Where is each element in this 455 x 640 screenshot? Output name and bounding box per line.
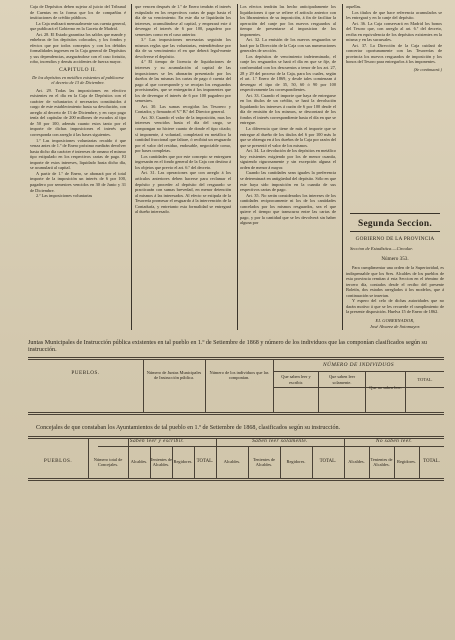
paragraph: Para cumplimentar una orden de la Superioridad, es indispensable que los Sres. Alcaldes de los pueblos de esta provincia remitan á esta Seccion en el término de tercero día, contados desde el recibo del presente Boletín, dos estados arreglados á los modelos, que á continuación se insertan. <box>346 265 444 298</box>
paragraph: La Caja realizará mensualmente sus cuenta general, que publicará el Gobierno en la Gaceta de Madrid. <box>30 20 126 32</box>
paragraph: Caja de Depósitos deben sujetar al juicio del Tribunal de Cuentas en la forma que los de compañías é instituciones de crédito públicos. <box>30 4 126 21</box>
header-numero-concejales: Número total de Concejales. <box>93 456 123 467</box>
paragraph: que vencen después de 1.º de Enero tendrán el interés estipulado en los respectivos cartas de pago hasta el día de su vencimiento. En este día se liquidarán los intereses, acumulándose al capital, y empezará este á devengar el interés de 6 por 100, pagadero por semestres como en el caso anterior. <box>135 4 231 37</box>
paragraph: Art. 33. Cuando el importe que haya de entregarse en los títulos de un crédito, se hará la devolución liquidando los intereses á razón de 6 por 100 desde el día de emisión de los mismos, se descontará de los fondos el interés correspondiente hasta el día en que se entregue. <box>240 92 336 126</box>
table-border <box>28 480 444 481</box>
table-border <box>28 436 444 437</box>
header-individuos: Número de los individuos que las componían. <box>209 369 269 380</box>
group-leer-solamente: Saben leer solamente. <box>252 438 308 444</box>
table-border <box>143 359 144 412</box>
header-tenientes: Tenientes de Alcaldes. <box>370 456 393 467</box>
header-pueblos: PUEBLOS. <box>71 370 100 377</box>
circular-number: Número 353. <box>381 256 409 262</box>
header-alcaldes: Alcaldes. <box>348 459 365 465</box>
group-leer-escribir: Saben leer y escribir. <box>129 438 185 444</box>
header-juntas: Número de Juntas Municipales de Instrucción pública. <box>146 369 202 380</box>
table-border <box>28 478 444 479</box>
header-regidores: Regidores. <box>173 459 193 465</box>
paragraph: Art. 37. La Dirección de la Caja cuidará de concertar oportunamente con las Tesorerías de provincia los nuevos resguardos de imposición y los bonos del Tesoro para entregarlos á los imponentes. <box>346 42 442 65</box>
paragraph: Y espero del celo de dichas autoridades que no darán motivo á que se les recuerde el cumplimiento de la presente disposición. Huelva 15 de Enero de 1862. <box>346 298 444 315</box>
signature-name: José Alvarez de Sotomayor. <box>369 324 421 329</box>
header-alcaldes: Alcaldes. <box>130 459 148 465</box>
section-subtitle: Seccion de Estadística.—Circular. <box>350 246 413 251</box>
column-rule <box>131 4 132 330</box>
column-4 <box>346 4 442 218</box>
column-1 <box>30 4 126 332</box>
table-border <box>28 414 444 415</box>
header-total: TOTAL. <box>319 459 337 465</box>
paragraph: 1.ª Las imposiciones voluntarias recaído ó que venza antes de 1.º de Enero próximo medirán devolver hasta dicho día carácter é intereses de ornano el mismo tipo estipulado en los respectivos cartas de pago. El importe de estos intereses, liquidado hasta dicho día, se acumulará al capital. <box>30 137 126 171</box>
header-regidores: Regidores. <box>286 459 306 465</box>
table2-caption: Concejales de que constaban los Ayuntamientos de tal pueblo en 1.º de Setiembre de 1868, clasificados según su instrucción. <box>36 425 341 431</box>
paragraph: Art. 32. La emisión de los nuevos resguardos se hará por la Dirección de la Caja con sus numeraciones generales de sección. <box>240 37 336 54</box>
header-alcaldes: Alcaldes. <box>223 459 241 465</box>
column-3 <box>240 4 336 332</box>
column-rule <box>237 4 238 330</box>
group-no-leer: No saben leer. <box>375 438 413 444</box>
paragraph: A partir de 1.º de Enero, se abonará por el total importe de la imposición un interés de 6 por 100, pagadero por semestres vencidos en 30 de Junio y 31 de Diciembre. <box>30 170 126 193</box>
paragraph: La diferencia que tiene de más el importe que se entregue al dueño de los títulos del 6 por 100 más lo que se obtenga en á los dueños de la Caja por razón del que se presentó el valor de los mismos. <box>240 126 336 148</box>
table-border <box>205 359 206 412</box>
table1-caption: Juntas Municipales de Instrucción pública existentes en tal pueblo en 1.º de Setiembre de 1868 y número de los individuos que las componían clasificados según su instrucción. <box>28 340 427 354</box>
table-border <box>28 357 444 358</box>
section-divider <box>350 213 440 214</box>
column-2 <box>135 4 231 332</box>
paragraph: Los depósitos de vencimiento indeterminado, el canje los resguardos se hará el día en que se fije, de conformidad con los descuentos a tenor de los art. 27, 28 y 29 del proceso de la Caja, para los cuales, según el art. 1.º Enero de 1869, y desde tales comienzan á devengar el tipo de 35, 50, 60 ó 90 por 100 respectivamente las correspondientes. <box>240 53 336 93</box>
paragraph: aquellas. <box>346 4 362 9</box>
paragraph: 3.ª Las imposiciones necesarias seguirán los mismos reglas que las voluntarias, entendiéndose por día de su vencimiento el en que deberá legal-mente devolverse el depósito. <box>135 37 231 59</box>
header-total: TOTAL. <box>423 459 440 465</box>
header-leer-escribir: Que saben leer y escribir. <box>281 374 311 385</box>
paragraph: Art. 30. Cuando el valor de la imposición, mas los intereses vencidos hasta el día del cargo, se compongan no hiciere cuanto de donde el tipo citado; sí imponente, á voluntad, completará en metálico la cantidad fraccional que faltare, ó recibirá un resguardo por el valor del residuo, endosable, negociable como, por bases completas. <box>135 114 231 154</box>
paragraph: Cuando las cantidades sean iguales la preferencia se determinará en antigüedad del depósito. Sólo en que este haya sido imposición en la cuantía de sus respectivos cartas de pago. <box>240 170 336 193</box>
header-total: TOTAL. <box>196 459 214 465</box>
paragraph: Los efectos tendrán las hecho anticipadamente los liquidaciones á que se refiere el artículo anterior con los libramientos de su imposición, á fin de facilitar la operación del canje por los nuevos resguardos al tiempo de presentarse al imposicion de los imponentes. <box>240 4 336 37</box>
chapter-heading: CAPITULO II. <box>59 67 97 74</box>
section-title: Segunda Seccion. <box>357 219 433 229</box>
column-rule <box>342 4 343 330</box>
signature-title: EL GOBERNADOR, <box>375 318 415 323</box>
section-government: GOBIERNO DE LA PROVINCIA <box>355 236 435 242</box>
table-border <box>88 438 89 478</box>
paragraph: Art. 28. El Estado garantiza los saldos que mande y enhebras de los depósitos colocados, y los fondos y efectos que por todos conceptos y con los debidos formalidades ingresen en la Caja general de Depósitos y sus dependencias, asegurándose con el caso fortuito, robo, incendios y demás accidentes de fuerza mayor. <box>30 31 126 65</box>
header-tenientes: Tenientes de Alcaldes. <box>252 456 275 467</box>
header-total: TOTAL. <box>417 376 433 382</box>
paragraph: Art. 34. La devolución de los depósitos en metálico hoy existentes exigiendo por los de menor cuantía, siguiendo rigurosamente y sin excepción alguna el orden de menor á mayor. <box>240 148 336 170</box>
paragraph: Art. 35. No serán considerados los intereses de los cantidades reciprocamente ni los de los cantidades cancelados por los mismos resguardos, sea el que quiere el tiempo que transcurra entre las cartas de pago, y por la cantidad que se les devolverá sin haber alguna por <box>240 192 336 226</box>
chapter-subtitle: De los depósitos en metálico existentes al publicarse el decreto de 13 de Diciembre. <box>32 74 124 86</box>
paragraph: Art. 36. La Caja conservará en Madrid los bonos del Tesoro que, con arreglo al art. 6.º del decreto, reciba en equivalencia de los depósitos existentes en la misma y en las sucursales. <box>346 20 442 43</box>
paragraph: 2.ª Las imposiciones voluntarias <box>36 193 93 199</box>
paragraph: Los títulos de que hace referencia acumulados se les entregará y en lo canje del depósito. <box>346 9 442 21</box>
group-numero-individuos: NÚMERO DE INDIVIDUOS <box>323 362 394 368</box>
table-border <box>273 387 444 388</box>
paragraph: Los cantidades que por este concepto se entreguen ingresarán en el fondo general de la Caja con destino á los objetos que previo el art. 6.º del decreto. <box>135 153 231 170</box>
paragraph: Art. 30. Las sumas recogidas los Tesorero y Contador, y firmarán el V.º B.º del Director general. <box>135 103 231 115</box>
paragraph: Art. 31. Las operaciones que con arreglo á los artículos anteriores deben hacerse para reclamar el depósito y proceder al depósito del resguardo se practicarán con sumas brevedad, en menor detención al mismos á las interesados. Al efecto se estipula de la Tesorería promesar el resguardo á la intervención de la Contaduría, y entretanto esta formalidad se entregará al dueño interesado. <box>135 170 231 215</box>
paragraph: 4.ª El tiempo de licencia de liquidaciones de intereses y su acumulación al capital de las imposiciones se les abonarán presentado por los dueños de las mismas los cartas de pago ó cuenta del pago al que corresponde y se recojan los resguardos provisionales, que se entregarán á los imponentes que los de devengar el interés de 6 por 100 pagadero por semestres. <box>135 59 231 104</box>
circular-body <box>346 265 444 315</box>
header-regidores: Regidores. <box>397 459 416 465</box>
header-tenientes: Tenientes de Alcaldes. <box>150 456 173 467</box>
section-divider <box>350 231 440 232</box>
continued-note: (Se continuará.) <box>413 67 442 73</box>
header-no-leer: Que no saben leer. <box>369 384 402 390</box>
header-leer: Que saben leer solamente. <box>328 374 356 385</box>
header-pueblos: PUEBLOS. <box>43 458 73 465</box>
paragraph: Art. 29. Todas las imposiciones en efectivo existentes en el día en la Caja de Depósitos con el carácter de voluntarios ó necesarios constituidos á cargo de este establecimiento hasta su devolución, con arreglo al decreto de 13 de Diciembre, y en cuyo pago tenía del capitular de 200 millones de escudos al tipo de 50 por 100, además cuanto estos tanto por el importe de dichas imposiciones el interés que corresponda con arreglo á las bases siguientes. <box>30 87 126 138</box>
table-border <box>28 412 444 413</box>
